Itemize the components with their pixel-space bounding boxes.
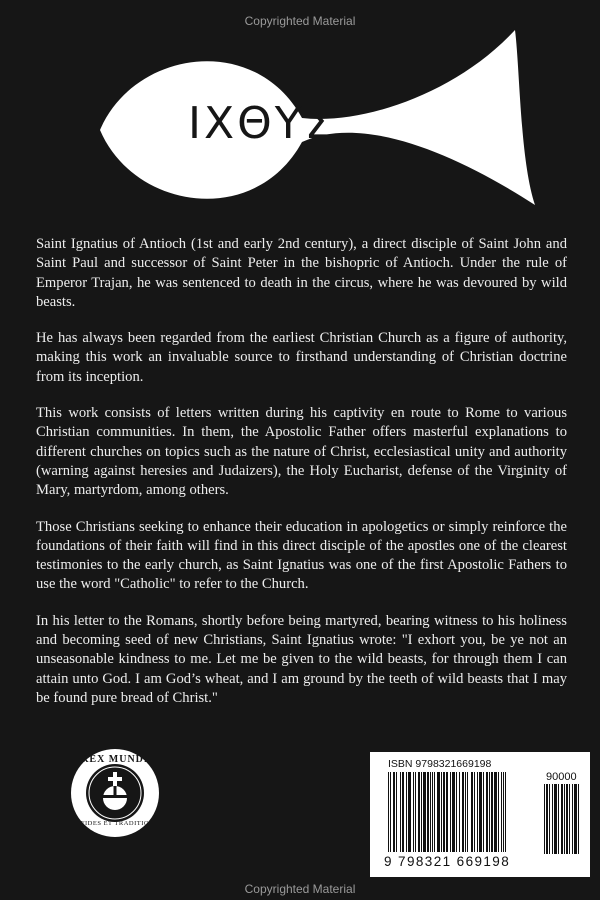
publisher-seal (70, 748, 160, 838)
watermark-top: Copyrighted Material (244, 14, 356, 28)
back-cover-blurb (36, 235, 567, 725)
ean-digits: 9 798321 669198 (384, 854, 511, 869)
isbn-barcode (370, 752, 590, 877)
blurb-paragraph-3: This work consists of letters written during his captivity en route to Rome to various Christian communities. In them, the Apostolic Father offers masterful explanations to different churches on topics such as the nature of Christ, ecclesiastical unity and authority (warning against heresies and Judaizers), the Holy Eucharist, defense of the Virginity of Mary, martyrdom, among others. (36, 405, 567, 499)
blurb-paragraph-1: Saint Ignatius of Antioch (1st and early 2nd century), a direct disciple of Saint John and Saint Paul and successor of Saint Peter in the bishopric of Antioch. Under the rule of Emperor Trajan, he was sentenced to death in the circus, where he was devoured by wild beasts. (36, 236, 567, 310)
price-addon-number: 90000 (546, 771, 577, 783)
blurb-paragraph-2: He has always been regarded from the earliest Christian Church as a figure of authority, making this work an invaluable source to firsthand understanding of Christian doctrine from its inception. (36, 330, 567, 385)
seal-motto: FIDES ET TRADITIO (80, 820, 150, 827)
ichthys-emblem (0, 0, 600, 240)
seal-name: REX MUNDI (81, 754, 149, 765)
addon-barcode-bars (544, 784, 586, 856)
ean-barcode-bars (388, 772, 538, 856)
isbn-label: ISBN 9798321669198 (388, 758, 492, 770)
blurb-paragraph-4: Those Christians seeking to enhance their education in apologetics or simply reinforce the foundations of their faith will find in this direct disciple of the apostles one of the clearest testimonies to the early church, as Saint Ignatius was one of the first Apostolic Fathers to use the word "Catholic" to refer to the Church. (36, 518, 567, 593)
watermark-bottom: Copyrighted Material (244, 882, 356, 896)
blurb-paragraph-5: In his letter to the Romans, shortly before being martyred, bearing witness to his holiness and becoming seed of new Christians, Saint Ignatius wrote: "I exhort you, be ye not an unseasonable kindness to me. Let me be given to the wild beasts, for through them I can attain unto God. I am God’s wheat, and I am ground by the teeth of wild beasts that I may be found pure bread of Christ." (36, 612, 567, 706)
fish-letters: ΙΧΘΥΣ (188, 98, 336, 149)
